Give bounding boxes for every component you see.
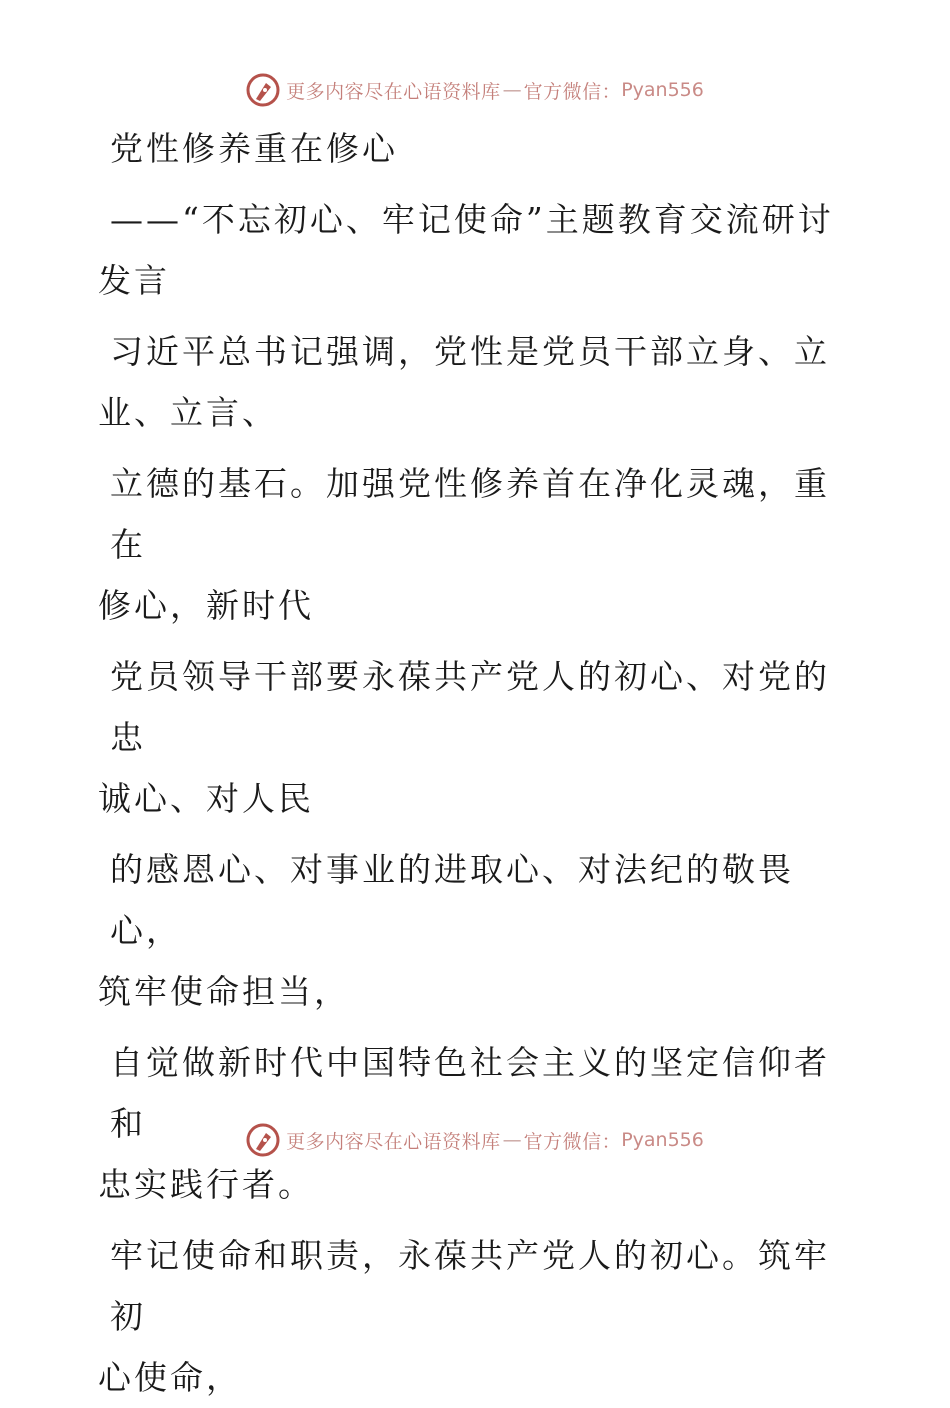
paragraph-1-line2: 业、立言、 [98, 393, 278, 432]
watermark-prefix: 官方微信： [523, 1130, 622, 1153]
watermark-prefix: 官方微信： [523, 80, 622, 103]
paragraph-2-line2: 修心，新时代 [98, 586, 314, 625]
paragraph-2-line1: 立德的基石。加强党性修养首在净化灵魂，重在 [110, 464, 830, 564]
document-title: 党性修养重在修心 [110, 129, 398, 168]
pen-nib-circle-icon [246, 73, 280, 107]
paragraph-1-line1: 习近平总书记强调，党性是党员干部立身、立 [110, 332, 830, 371]
paragraph-6-line2: 心使命， [98, 1358, 242, 1397]
watermark-account: Pyan556 [621, 79, 704, 101]
watermark-account: Pyan556 [621, 1129, 704, 1151]
watermark-site-name: 更多内容尽在心语资料库 [286, 80, 501, 103]
paragraph-5-line1: 自觉做新时代中国特色社会主义的坚定信仰者和 [110, 1043, 830, 1143]
paragraph-5-line2: 忠实践行者。 [98, 1165, 314, 1204]
watermark-dash: — [502, 1129, 522, 1151]
paragraph-3-line1: 党员领导干部要永葆共产党人的初心、对党的忠 [110, 657, 830, 757]
watermark-header [0, 70, 950, 110]
document-body [98, 118, 838, 1408]
pen-nib-circle-icon [246, 1123, 280, 1157]
watermark-site-name: 更多内容尽在心语资料库 [286, 1130, 501, 1153]
paragraph-3-line2: 诚心、对人民 [98, 779, 314, 818]
paragraph-6-line1: 牢记使命和职责，永葆共产党人的初心。筑牢初 [110, 1236, 830, 1336]
watermark-footer [0, 1120, 950, 1160]
paragraph-4-line2: 筑牢使命担当， [98, 972, 350, 1011]
paragraph-4-line1: 的感恩心、对事业的进取心、对法纪的敬畏心， [110, 850, 794, 950]
watermark-dash: — [502, 79, 522, 101]
document-subtitle-line2: 发言 [98, 261, 170, 300]
document-subtitle-line1: ——“不忘初心、牢记使命”主题教育交流研讨 [110, 200, 834, 239]
